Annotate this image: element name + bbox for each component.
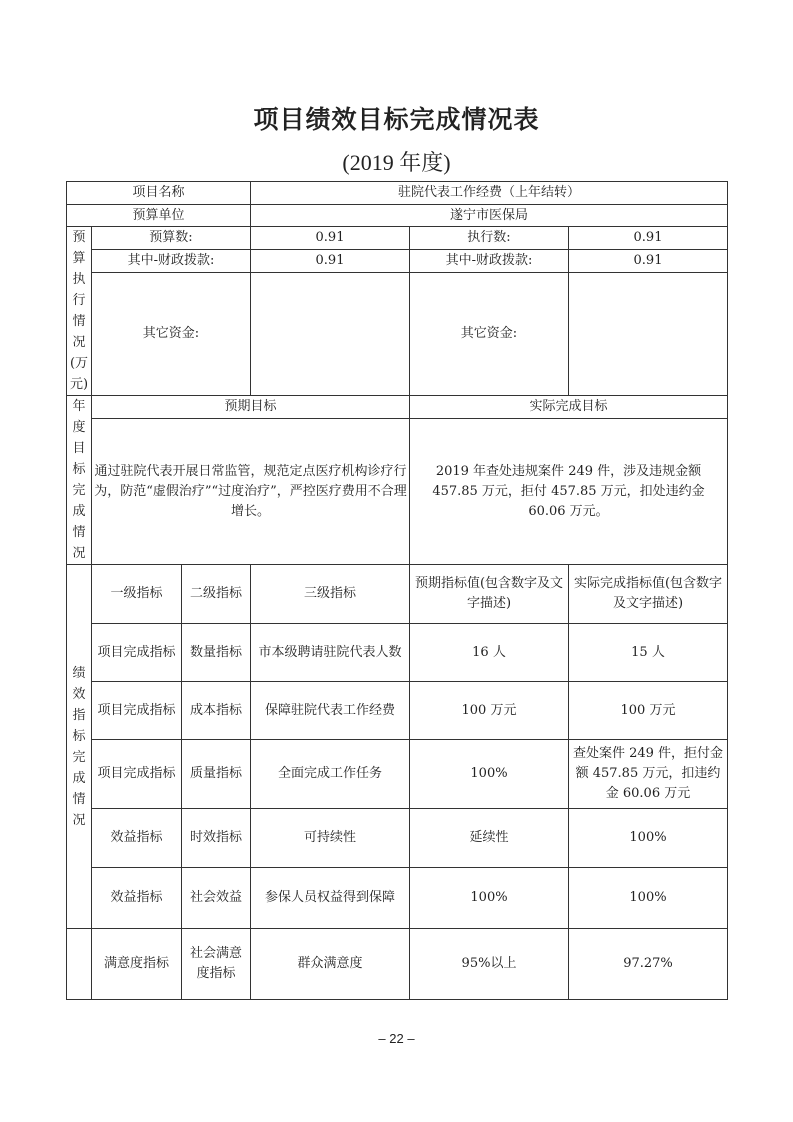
cell-level2: 时效指标 — [182, 809, 251, 868]
budget-amount-label: 预算数: — [92, 227, 251, 250]
cell-level1: 项目完成指标 — [92, 682, 182, 740]
page-subtitle: (2019 年度) — [342, 150, 451, 175]
cell-expected: 100% — [410, 740, 569, 809]
cell-level2: 社会满意度指标 — [182, 929, 251, 1000]
budget-amount-value: 0.91 — [251, 227, 410, 250]
table-row-indicator-header — [67, 565, 728, 624]
table-row-fiscal — [67, 250, 728, 272]
fiscal-value-exec: 0.91 — [569, 250, 728, 272]
cell-expected: 16 人 — [410, 624, 569, 682]
cell-level1: 效益指标 — [92, 809, 182, 868]
other-funds-value-budget — [251, 272, 410, 395]
table-row-annual-goals — [67, 419, 728, 565]
budget-unit-value: 遂宁市医保局 — [251, 205, 728, 227]
table-row — [67, 624, 728, 682]
cell-level3: 参保人员权益得到保障 — [251, 868, 410, 929]
other-funds-label-exec: 其它资金: — [410, 272, 569, 395]
cell-level1: 项目完成指标 — [92, 740, 182, 809]
fiscal-label-budget: 其中-财政拨款: — [92, 250, 251, 272]
header-expected-value: 预期指标值(包含数字及文字描述) — [410, 565, 569, 624]
exec-amount-value: 0.91 — [569, 227, 728, 250]
header-level3: 三级指标 — [251, 565, 410, 624]
satisfaction-empty-cell — [67, 929, 92, 1000]
cell-level1: 项目完成指标 — [92, 624, 182, 682]
other-funds-label-budget: 其它资金: — [92, 272, 251, 395]
cell-level2: 质量指标 — [182, 740, 251, 809]
table-row — [67, 868, 728, 929]
expected-goal-header: 预期目标 — [92, 396, 410, 419]
cell-actual: 100 万元 — [569, 682, 728, 740]
expected-goal-text: 通过驻院代表开展日常监管，规范定点医疗机构诊疗行为，防范“虚假治疗”“过度治疗”，严控医疗费用不合理增长。 — [92, 419, 410, 565]
header-actual-value: 实际完成指标值(包含数字及文字描述) — [569, 565, 728, 624]
performance-section-label: 绩效指标完成情况 — [67, 565, 92, 929]
other-funds-value-exec — [569, 272, 728, 395]
fiscal-value-budget: 0.91 — [251, 250, 410, 272]
cell-expected: 100% — [410, 868, 569, 929]
budget-section-label: 预算执行情况(万元) — [67, 227, 92, 396]
page-number: – 22 – — [378, 1031, 415, 1046]
cell-level3: 全面完成工作任务 — [251, 740, 410, 809]
cell-actual: 100% — [569, 809, 728, 868]
header-level1: 一级指标 — [92, 565, 182, 624]
actual-goal-text: 2019 年查处违规案件 249 件，涉及违规金额 457.85 万元，拒付 457.85 万元，扣处违约金 60.06 万元。 — [410, 419, 728, 565]
table-row-project-name — [67, 182, 728, 205]
table-row-budget — [67, 227, 728, 250]
exec-amount-label: 执行数: — [410, 227, 569, 250]
cell-level2: 成本指标 — [182, 682, 251, 740]
table-row-budget-unit — [67, 205, 728, 227]
cell-expected: 95%以上 — [410, 929, 569, 1000]
annual-section-label: 年度目标完成情况 — [67, 396, 92, 565]
table-row — [67, 740, 728, 809]
project-name-label: 项目名称 — [67, 182, 251, 205]
table-row-satisfaction — [67, 929, 728, 1000]
performance-table — [66, 181, 728, 1000]
project-name-value: 驻院代表工作经费（上年结转） — [251, 182, 728, 205]
cell-actual: 15 人 — [569, 624, 728, 682]
cell-level1: 满意度指标 — [92, 929, 182, 1000]
cell-level2: 社会效益 — [182, 868, 251, 929]
budget-unit-label: 预算单位 — [67, 205, 251, 227]
header-level2: 二级指标 — [182, 565, 251, 624]
cell-level3: 市本级聘请驻院代表人数 — [251, 624, 410, 682]
page-title: 项目绩效目标完成情况表 — [253, 105, 540, 134]
table-row-annual-header — [67, 396, 728, 419]
table-row-other-funds — [67, 272, 728, 395]
cell-level3: 群众满意度 — [251, 929, 410, 1000]
cell-level2: 数量指标 — [182, 624, 251, 682]
cell-level1: 效益指标 — [92, 868, 182, 929]
cell-actual: 97.27% — [569, 929, 728, 1000]
cell-expected: 延续性 — [410, 809, 569, 868]
fiscal-label-exec: 其中-财政拨款: — [410, 250, 569, 272]
cell-level3: 保障驻院代表工作经费 — [251, 682, 410, 740]
actual-goal-header: 实际完成目标 — [410, 396, 728, 419]
table-row — [67, 682, 728, 740]
cell-level3: 可持续性 — [251, 809, 410, 868]
cell-actual: 查处案件 249 件，拒付金额 457.85 万元，扣违约金 60.06 万元 — [569, 740, 728, 809]
cell-actual: 100% — [569, 868, 728, 929]
cell-expected: 100 万元 — [410, 682, 569, 740]
table-row — [67, 809, 728, 868]
